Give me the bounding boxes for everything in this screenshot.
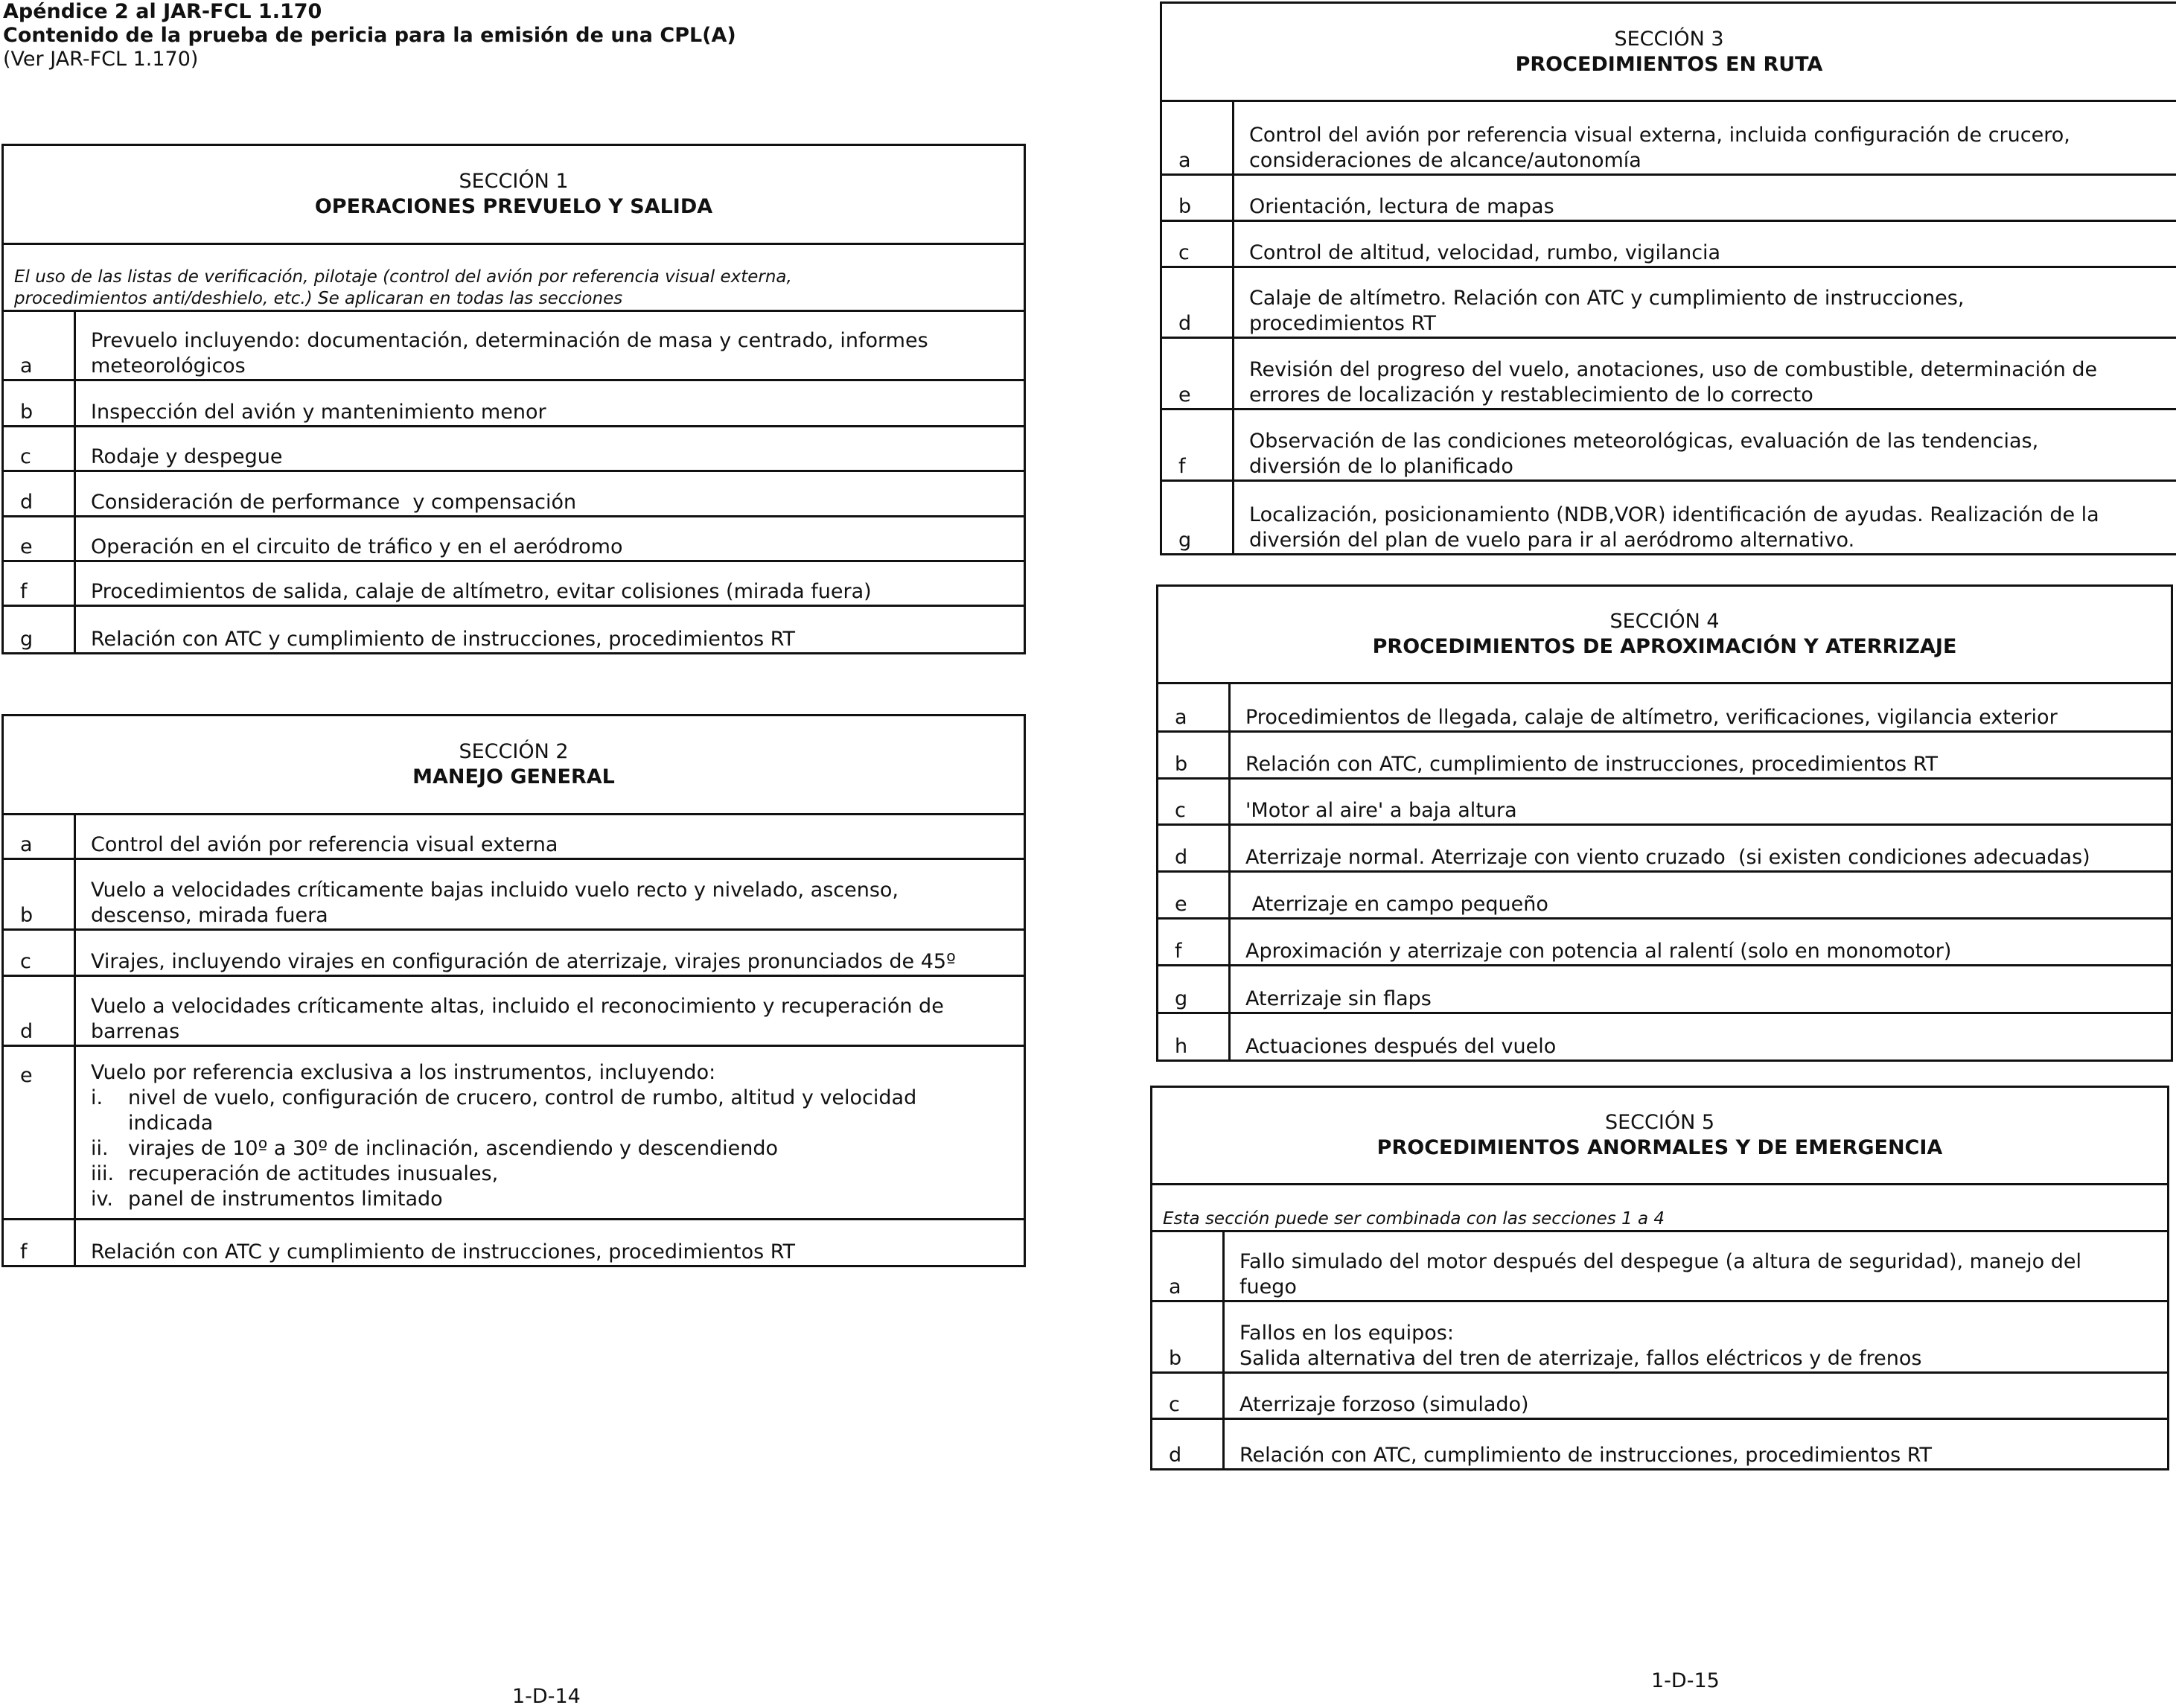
row-text — [76, 860, 1024, 928]
row-text-line: Prevuelo incluyendo: documentación, determinación de masa y centrado, informes — [91, 329, 928, 352]
row-text-line: Orientación, lectura de mapas — [1249, 195, 1554, 218]
row-text-line: 'Motor al aire' a baja altura — [1245, 799, 1517, 822]
row-text-line: diversión del plan de vuelo para ir al aeródromo alternativo. — [1249, 529, 1855, 552]
row-intro: Vuelo por referencia exclusiva a los instrumentos, incluyendo: — [91, 1061, 716, 1084]
row-text — [76, 472, 1024, 515]
row-text — [1225, 1374, 2167, 1418]
row-letter: c — [1158, 780, 1231, 823]
sub-item-numeral — [91, 1111, 128, 1136]
row-text-line: Vuelo a velocidades críticamente bajas incluido vuelo recto y nivelado, ascenso, — [91, 879, 899, 902]
row-text — [76, 312, 1024, 379]
row-text — [1231, 684, 2171, 730]
row-text — [76, 607, 1024, 652]
section-title: PROCEDIMIENTOS DE APROXIMACIÓN Y ATERRIZAJE — [1372, 635, 1957, 658]
row-text-line: Calaje de altímetro. Relación con ATC y cumplimiento de instrucciones, — [1249, 287, 1965, 310]
table-row — [4, 381, 1024, 427]
row-text-line: Salida alternativa del tren de aterrizaje, fallos eléctricos y de frenos — [1239, 1347, 1922, 1370]
row-letter: a — [1152, 1232, 1225, 1300]
table-row — [1158, 780, 2171, 826]
row-text-line: consideraciones de alcance/autonomía — [1249, 149, 1641, 172]
row-text-line: Fallo simulado del motor después del despegue (a altura de seguridad), manejo del — [1239, 1250, 2082, 1273]
row-text-line: Virajes, incluyendo virajes en configuración de aterrizaje, virajes pronunciados de 45º — [91, 950, 956, 973]
section-title: OPERACIONES PREVUELO Y SALIDA — [314, 195, 713, 218]
row-letter: a — [4, 312, 76, 379]
row-letter: d — [4, 977, 76, 1045]
section-header — [1158, 587, 2171, 684]
row-text-line: Operación en el circuito de tráfico y en el aeródromo — [91, 535, 623, 558]
row-text-line: fuego — [1239, 1275, 1297, 1298]
row-text — [1225, 1232, 2167, 1300]
section-title: MANEJO GENERAL — [412, 765, 615, 788]
row-letter: a — [1162, 102, 1234, 173]
row-text — [76, 517, 1024, 560]
row-text-line: Localización, posicionamiento (NDB,VOR) identificación de ayudas. Realización de la — [1249, 503, 2099, 526]
row-letter: c — [4, 931, 76, 975]
row-letter: c — [1162, 222, 1234, 266]
sub-item-text: recuperación de actitudes inusuales, — [128, 1162, 499, 1185]
table-row — [4, 562, 1024, 607]
table-row — [4, 860, 1024, 931]
section-header — [4, 146, 1024, 245]
table-row — [1158, 684, 2171, 733]
document-header — [3, 0, 736, 71]
section-title: PROCEDIMIENTOS ANORMALES Y DE EMERGENCIA — [1376, 1136, 1943, 1159]
row-text-line: errores de localización y restablecimiento de lo correcto — [1249, 383, 1813, 407]
table-row — [4, 1047, 1024, 1220]
row-text — [1234, 176, 2176, 220]
row-text-line: Procedimientos de salida, calaje de altímetro, evitar colisiones (mirada fuera) — [91, 580, 872, 603]
section-note — [1152, 1185, 2167, 1232]
note-line: Esta sección puede ser combinada con las secciones 1 a 4 — [1163, 1209, 1665, 1229]
table-row — [1152, 1374, 2167, 1420]
row-text-line: Procedimientos de llegada, calaje de altímetro, verificaciones, vigilancia exterior — [1245, 706, 2058, 729]
section-number: SECCIÓN 2 — [459, 740, 569, 763]
table-row — [4, 1220, 1024, 1265]
note-line: procedimientos anti/deshielo, etc.) Se aplicaran en todas las secciones — [14, 289, 623, 308]
row-letter: b — [4, 381, 76, 425]
row-text — [1225, 1420, 2167, 1468]
row-letter: h — [1158, 1014, 1231, 1059]
row-letter: e — [4, 517, 76, 560]
section-number: SECCIÓN 3 — [1614, 27, 1724, 51]
row-text — [1231, 920, 2171, 964]
row-text — [1231, 873, 2171, 917]
section-5-table — [1150, 1086, 2169, 1470]
row-letter: d — [1158, 826, 1231, 870]
sub-item-numeral: iii. — [91, 1162, 115, 1185]
row-letter: f — [1162, 410, 1234, 479]
table-row — [4, 815, 1024, 860]
table-row — [1152, 1420, 2167, 1468]
row-text-line: barrenas — [91, 1020, 180, 1043]
row-text-line: Relación con ATC, cumplimiento de instrucciones, procedimientos RT — [1245, 753, 1939, 776]
row-letter: b — [1158, 733, 1231, 777]
table-row — [1162, 482, 2176, 553]
row-text — [1231, 826, 2171, 870]
row-text — [1234, 268, 2176, 337]
row-text — [76, 562, 1024, 605]
section-2-table — [1, 714, 1026, 1267]
appendix-reference: (Ver JAR-FCL 1.170) — [3, 48, 199, 71]
section-number: SECCIÓN 1 — [459, 170, 569, 193]
sub-item-numeral: iv. — [91, 1188, 113, 1211]
row-letter: c — [1152, 1374, 1225, 1418]
row-text — [76, 1220, 1024, 1265]
sub-item-text: virajes de 10º a 30º de inclinación, ascendiendo y descendiendo — [128, 1137, 779, 1160]
row-letter: a — [1158, 684, 1231, 730]
row-letter: f — [4, 562, 76, 605]
section-number: SECCIÓN 4 — [1609, 610, 1720, 633]
row-text-line: Control del avión por referencia visual externa, incluida configuración de crucero, — [1249, 124, 2070, 147]
row-text — [76, 931, 1024, 975]
table-row — [4, 472, 1024, 517]
section-3-table — [1160, 1, 2176, 555]
section-title: PROCEDIMIENTOS EN RUTA — [1515, 52, 1823, 76]
table-row — [1158, 966, 2171, 1014]
table-row — [1162, 339, 2176, 410]
row-text — [1231, 780, 2171, 823]
table-row — [1162, 268, 2176, 339]
section-4-table — [1156, 584, 2173, 1062]
section-header — [1162, 4, 2176, 102]
table-row — [4, 427, 1024, 472]
note-line: El uso de las listas de verificación, pilotaje (control del avión por referencia visual externa, — [14, 267, 792, 287]
row-text — [76, 427, 1024, 470]
section-note — [4, 245, 1024, 312]
row-text-line: Aterrizaje normal. Aterrizaje con viento cruzado (si existen condiciones adecuadas) — [1245, 846, 2090, 869]
table-row — [4, 312, 1024, 381]
row-text-line: Relación con ATC y cumplimiento de instrucciones, procedimientos RT — [91, 1240, 796, 1264]
row-letter: c — [4, 427, 76, 470]
sub-item-text: indicada — [128, 1112, 214, 1135]
table-row — [1152, 1302, 2167, 1374]
row-text-line: Control del avión por referencia visual externa — [91, 833, 558, 856]
row-text — [1234, 410, 2176, 479]
table-row — [1158, 920, 2171, 966]
row-text-line: Control de altitud, velocidad, rumbo, vigilancia — [1249, 241, 1721, 264]
appendix-title: Apéndice 2 al JAR-FCL 1.170 — [3, 0, 322, 23]
row-letter: d — [1162, 268, 1234, 337]
row-letter: f — [4, 1220, 76, 1265]
table-row — [1152, 1232, 2167, 1302]
table-row — [1158, 733, 2171, 780]
row-text-line: Aproximación y aterrizaje con potencia al ralentí (solo en monomotor) — [1245, 940, 1952, 963]
row-text — [1231, 733, 2171, 777]
page-number-right: 1-D-15 — [1651, 1669, 1720, 1692]
row-letter: g — [4, 607, 76, 652]
sub-item — [91, 1086, 1024, 1111]
row-letter: a — [4, 815, 76, 858]
row-text — [76, 1047, 1024, 1218]
row-text — [76, 977, 1024, 1045]
table-row — [1158, 873, 2171, 920]
table-row — [1158, 1014, 2171, 1059]
row-text-line: Rodaje y despegue — [91, 445, 283, 468]
row-letter: b — [4, 860, 76, 928]
row-letter: g — [1162, 482, 1234, 553]
row-text-line: procedimientos RT — [1249, 312, 1436, 335]
sub-item-numeral: i. — [91, 1086, 103, 1109]
row-letter: e — [4, 1047, 76, 1218]
table-row — [1162, 176, 2176, 222]
row-text-line: Fallos en los equipos: — [1239, 1322, 1454, 1345]
row-text — [1225, 1302, 2167, 1371]
section-header — [1152, 1088, 2167, 1185]
row-letter: e — [1162, 339, 1234, 408]
sub-item — [91, 1111, 1024, 1136]
row-text-line: diversión de lo planificado — [1249, 455, 1513, 478]
row-text — [1231, 966, 2171, 1012]
table-row — [1162, 102, 2176, 176]
row-text-line: Relación con ATC y cumplimiento de instrucciones, procedimientos RT — [91, 628, 796, 651]
row-text-line: Consideración de performance y compensación — [91, 491, 577, 514]
page-number-left: 1-D-14 — [512, 1685, 581, 1708]
table-row — [4, 977, 1024, 1047]
row-text-line: Aterrizaje en campo pequeño — [1245, 893, 1548, 916]
row-text — [76, 381, 1024, 425]
row-text-line: descenso, mirada fuera — [91, 904, 328, 927]
row-text — [1234, 102, 2176, 173]
row-text-line: Revisión del progreso del vuelo, anotaciones, uso de combustible, determinación de — [1249, 358, 2098, 381]
sub-item — [91, 1187, 1024, 1212]
row-text-line: meteorológicos — [91, 354, 246, 377]
table-row — [1158, 826, 2171, 873]
sub-item-text: panel de instrumentos limitado — [128, 1188, 443, 1211]
section-1-table — [1, 144, 1026, 654]
row-text-line: Inspección del avión y mantenimiento menor — [91, 401, 546, 424]
row-letter: f — [1158, 920, 1231, 964]
table-row — [1162, 410, 2176, 482]
section-header — [4, 716, 1024, 815]
sub-item-text: nivel de vuelo, configuración de crucero, control de rumbo, altitud y velocidad — [128, 1086, 917, 1109]
appendix-subtitle: Contenido de la prueba de pericia para la emisión de una CPL(A) — [3, 24, 736, 47]
row-text-line: Actuaciones después del vuelo — [1245, 1035, 1557, 1058]
table-row — [4, 517, 1024, 562]
sub-item — [91, 1161, 1024, 1187]
row-letter: b — [1162, 176, 1234, 220]
sub-item-numeral: ii. — [91, 1137, 109, 1160]
row-text-line: Aterrizaje forzoso (simulado) — [1239, 1393, 1529, 1416]
row-text-line: Observación de las condiciones meteorológicas, evaluación de las tendencias, — [1249, 430, 2039, 453]
row-text — [1231, 1014, 2171, 1059]
row-letter: d — [1152, 1420, 1225, 1468]
row-letter: d — [4, 472, 76, 515]
row-text-line: Relación con ATC, cumplimiento de instrucciones, procedimientos RT — [1239, 1444, 1933, 1467]
section-number: SECCIÓN 5 — [1604, 1111, 1715, 1134]
row-letter: b — [1152, 1302, 1225, 1371]
row-text-line: Vuelo a velocidades críticamente altas, incluido el reconocimiento y recuperación de — [91, 995, 944, 1018]
sub-item — [91, 1136, 1024, 1161]
row-text-line: Aterrizaje sin flaps — [1245, 987, 1432, 1010]
row-letter: g — [1158, 966, 1231, 1012]
table-row — [4, 931, 1024, 977]
table-row — [1162, 222, 2176, 268]
row-text — [1234, 339, 2176, 408]
table-row — [4, 607, 1024, 652]
row-text — [1234, 482, 2176, 553]
row-letter: e — [1158, 873, 1231, 917]
row-text — [76, 815, 1024, 858]
row-text — [1234, 222, 2176, 266]
